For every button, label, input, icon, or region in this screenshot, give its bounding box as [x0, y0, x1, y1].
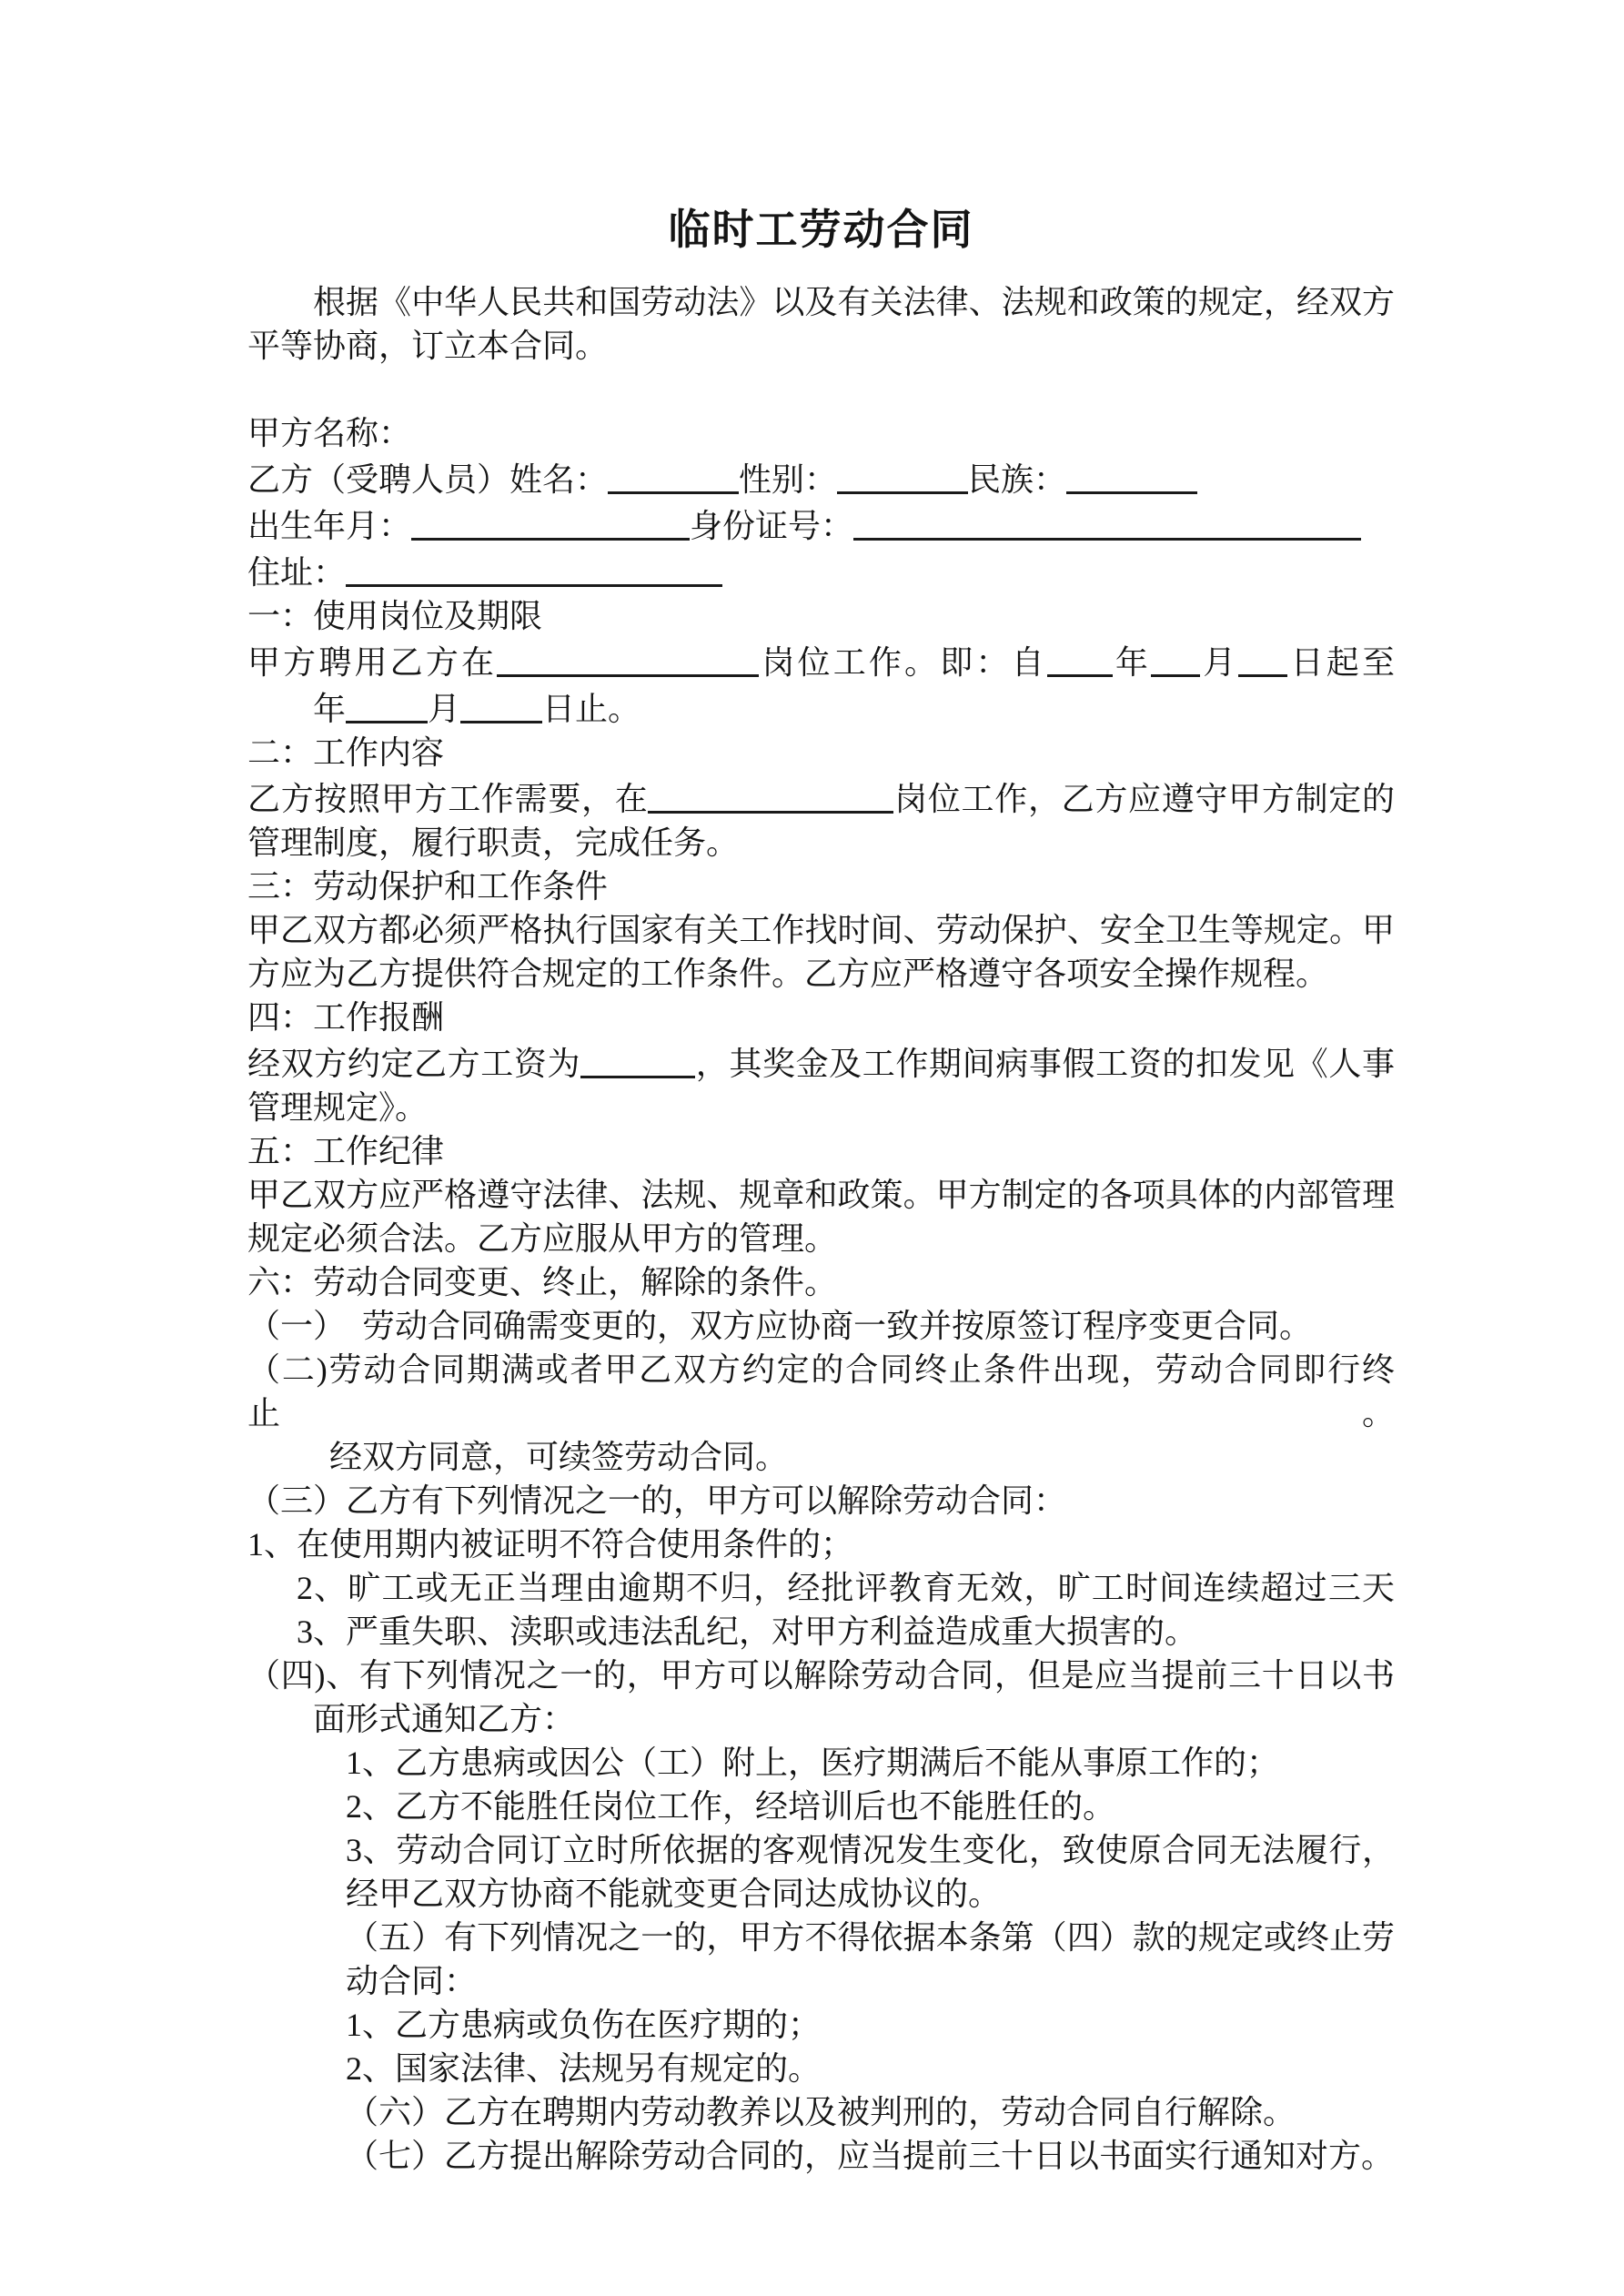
document-line [247, 1828, 1395, 1872]
document-line [247, 1039, 1395, 1086]
text-run: 月 [1200, 644, 1239, 681]
blank-underline-field [1151, 642, 1200, 677]
document-line [247, 1260, 1395, 1304]
text-run: 四：工作报酬 [247, 999, 445, 1036]
text-run: 2、国家法律、法规另有规定的。 [346, 2050, 822, 2087]
document-line [247, 865, 1395, 908]
text-run: 甲乙双方应严格遵守法律、法规、规章和政策。甲方制定的各项具体的内部管理 [247, 1177, 1395, 1213]
document-line [247, 1522, 1395, 1566]
document-line [247, 731, 1395, 774]
text-run: 规定必须合法。乙方应服从甲方的管理。 [247, 1220, 838, 1257]
text-run: （四)、有下列情况之一的，甲方可以解除劳动合同，但是应当提前三十日以书 [247, 1657, 1395, 1694]
text-run: 甲乙双方都必须严格执行国家有关工作找时间、劳动保护、安全卫生等规定。甲 [247, 912, 1395, 948]
document-line [247, 1610, 1395, 1654]
text-run: 民族： [968, 461, 1067, 498]
text-run: 3、严重失职、渎职或违法乱纪，对甲方利益造成重大损害的。 [297, 1613, 1198, 1650]
blank-underline-field [1238, 642, 1287, 677]
text-run: 经双方同意，可续签劳动合同。 [329, 1439, 789, 1475]
document-line [247, 1479, 1395, 1522]
blank-underline-field [1066, 459, 1197, 494]
text-run: 二：工作内容 [247, 734, 445, 771]
document-line [247, 1697, 1395, 1741]
text-run: 乙方按照甲方工作需要，在 [247, 781, 649, 817]
document-line [247, 1173, 1395, 1217]
document-line [247, 1348, 1395, 1435]
text-run: （五）有下列情况之一的，甲方不得依据本条第（四）款的规定或终止劳 [346, 1919, 1395, 1956]
text-run: 管理规定》。 [247, 1089, 429, 1126]
document-line [247, 1916, 1395, 1959]
blank-underline-field [608, 459, 739, 494]
text-run: 住址： [247, 554, 347, 591]
text-run: 出生年月： [247, 508, 412, 544]
text-run: 管理制度，履行职责，完成任务。 [247, 824, 740, 861]
text-run: 日起至 [1287, 644, 1395, 681]
text-run: 2、乙方不能胜任岗位工作，经培训后也不能胜任的。 [346, 1788, 1116, 1825]
document-line [247, 908, 1395, 952]
text-run: 经双方约定乙方工资为 [247, 1046, 581, 1082]
text-run: 动合同： [346, 1963, 478, 1999]
text-run: 根据《中华人民共和国劳动法》以及有关法律、法规和政策的规定，经双方 [313, 284, 1395, 320]
document-line [247, 1086, 1395, 1129]
document-line [247, 324, 1395, 368]
text-run: （一） 劳动合同确需变更的，双方应协商一致并按原签订程序变更合同。 [247, 1308, 1313, 1344]
blank-underline-field [580, 1043, 695, 1078]
text-run: 日止。 [542, 691, 641, 727]
document-line [247, 1566, 1395, 1610]
blank-underline-field [853, 505, 1361, 541]
blank-underline-field [460, 688, 542, 723]
text-run: 乙方（受聘人员）姓名： [247, 461, 609, 498]
text-run: （七）乙方提出解除劳动合同的，应当提前三十日以书面实行通知对方。 [346, 2138, 1395, 2174]
document-line [247, 952, 1395, 996]
blank-underline-field [346, 551, 722, 587]
text-run: 1、乙方患病或因公（工）附上，医疗期满后不能从事原工作的； [346, 1745, 1280, 1781]
blank-underline-field [648, 778, 893, 814]
text-run: 甲方名称： [247, 415, 412, 451]
document-line [247, 774, 1395, 821]
blank-underline-field [837, 459, 968, 494]
text-run: 一：使用岗位及期限 [247, 598, 543, 634]
document-body [247, 280, 1395, 2178]
document-line [247, 594, 1395, 638]
text-run: 2、旷工或无正当理由逾期不归，经批评教育无效，旷工时间连续超过三天 [297, 1570, 1395, 1606]
text-run: 月 [428, 691, 461, 727]
text-run: （六）乙方在聘期内劳动教养以及被判刑的，劳动合同自行解除。 [346, 2094, 1296, 2130]
document-line [247, 1741, 1395, 1785]
text-run: 年 [1112, 644, 1152, 681]
text-run: 平等协商，订立本合同。 [247, 328, 609, 364]
document-line [247, 1435, 1395, 1479]
text-run: 经甲乙双方协商不能就变更合同达成协议的。 [346, 1876, 1002, 1912]
text-run: （三）乙方有下列情况之一的，甲方可以解除劳动合同： [247, 1482, 1067, 1519]
document-line [247, 411, 1395, 455]
text-run: 方应为乙方提供符合规定的工作条件。乙方应严格遵守各项安全操作规程。 [247, 956, 1329, 992]
document-line [247, 638, 1395, 684]
text-run: 六：劳动合同变更、终止，解除的条件。 [247, 1264, 838, 1300]
document-line [247, 1217, 1395, 1260]
document-line [247, 548, 1395, 594]
text-run: 1、在使用期内被证明不符合使用条件的； [247, 1526, 854, 1563]
document-line [247, 1129, 1395, 1173]
blank-line [247, 368, 1395, 411]
document-line [247, 1959, 1395, 2003]
text-run: 五：工作纪律 [247, 1133, 445, 1169]
document-line [247, 2047, 1395, 2090]
text-run: ，其奖金及工作期间病事假工资的扣发见《人事 [695, 1046, 1395, 1082]
document-line [247, 1654, 1395, 1697]
text-run: 性别： [739, 461, 838, 498]
text-run: 年 [313, 691, 347, 727]
document-line [247, 2134, 1395, 2178]
text-run: 面形式通知乙方： [313, 1701, 576, 1737]
text-run: 甲方聘用乙方在 [247, 644, 498, 681]
document-line [247, 2003, 1395, 2047]
document-line [247, 2090, 1395, 2134]
document-line [247, 996, 1395, 1039]
document-line [247, 1785, 1395, 1828]
document-line [247, 1304, 1395, 1348]
blank-underline-field [1047, 642, 1113, 677]
document-line [247, 501, 1395, 548]
blank-underline-field [411, 505, 690, 541]
text-run: 三：劳动保护和工作条件 [247, 868, 609, 905]
text-run: 身份证号： [690, 508, 854, 544]
document-line [247, 455, 1395, 501]
document-line [247, 1872, 1395, 1916]
document-line [247, 684, 1395, 731]
document-title: 临时工劳动合同 [668, 207, 974, 253]
blank-underline-field [497, 642, 759, 677]
blank-underline-field [346, 688, 428, 723]
text-run: 3、劳动合同订立时所依据的客观情况发生变化，致使原合同无法履行， [346, 1832, 1395, 1868]
text-run: 1、乙方患病或负伤在医疗期的； [346, 2007, 822, 2043]
document-line [247, 821, 1395, 865]
document-line [247, 280, 1395, 324]
text-run: 岗位工作，乙方应遵守甲方制定的 [893, 781, 1395, 817]
text-run: （二)劳动合同期满或者甲乙双方约定的合同终止条件出现，劳动合同即行终止。 [247, 1351, 1395, 1431]
text-run: 岗位工作。即：自 [759, 644, 1047, 681]
